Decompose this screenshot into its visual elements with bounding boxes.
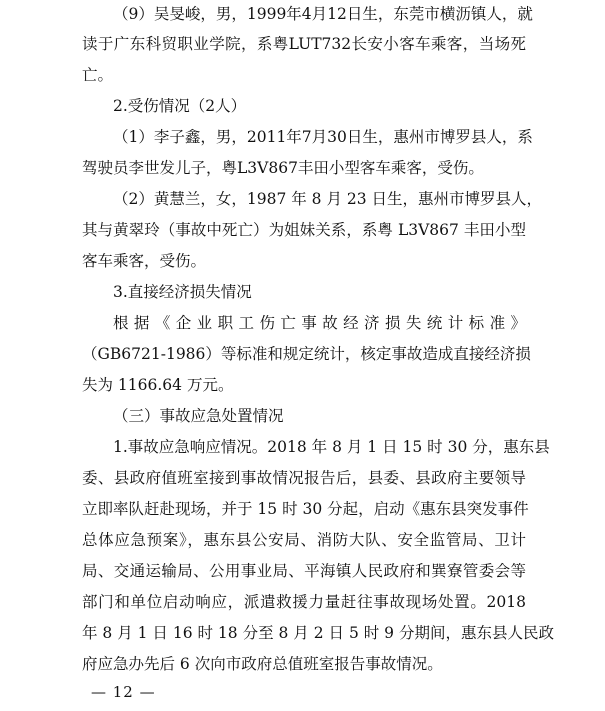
- paragraph-injured-1-line-1: （1）李子鑫，男，2011年7月30日生，惠州市博罗县人，系: [113, 128, 533, 146]
- paragraph-injured-2-line-3: 客车乘客，受伤。: [82, 252, 207, 270]
- section-heading-emergency-response: （三）事故应急处置情况: [113, 407, 284, 425]
- paragraph-economic-loss-line-2: （GB6721-1986）等标准和规定统计，核定事故造成直接经济损: [82, 345, 531, 363]
- paragraph-emergency-line-2: 委、县政府值班室接到事故情况报告后，县委、县政府主要领导: [82, 469, 526, 487]
- paragraph-emergency-line-6: 部门和单位启动响应，派遣救援力量赶往事故现场处置。2018: [82, 593, 526, 611]
- paragraph-economic-loss-line-1: 根据《企业职工伤亡事故经济损失统计标准》: [113, 314, 526, 332]
- page-number: — 12 —: [91, 683, 156, 701]
- paragraph-emergency-line-5: 局、交通运输局、公用事业局、平海镇人民政府和巽寮管委会等: [82, 562, 526, 580]
- paragraph-emergency-line-3: 立即率队赶赴现场，并于 15 时 30 分起，启动《惠东县突发事件: [82, 500, 529, 518]
- paragraph-injured-2-line-2: 其与黄翠玲（事故中死亡）为姐妹关系，系粤 L3V867 丰田小型: [82, 221, 526, 239]
- paragraph-emergency-line-7: 年 8 月 1 日 16 时 18 分至 8 月 2 日 5 时 9 分期间，惠东县人民政: [82, 624, 554, 642]
- paragraph-victim-9-line-1: （9）吴旻峻，男，1999年4月12日生，东莞市横沥镇人，就: [113, 5, 533, 23]
- paragraph-victim-9-line-3: 亡。: [82, 66, 114, 84]
- section-heading-economic-loss: 3.直接经济损失情况: [113, 283, 252, 301]
- paragraph-victim-9-line-2: 读于广东科贸职业学院，系粤LUT732长安小客车乘客，当场死: [82, 35, 526, 53]
- section-heading-injuries: 2.受伤情况（2人）: [113, 97, 247, 115]
- paragraph-emergency-line-8: 府应急办先后 6 次向市政府总值班室报告事故情况。: [82, 655, 443, 673]
- paragraph-injured-2-line-1: （2）黄慧兰，女，1987 年 8 月 23 日生，惠州市博罗县人，: [113, 190, 543, 208]
- paragraph-economic-loss-line-3: 失为 1166.64 万元。: [82, 376, 234, 394]
- paragraph-injured-1-line-2: 驾驶员李世发儿子，粤L3V867丰田小型客车乘客，受伤。: [82, 159, 484, 177]
- paragraph-emergency-line-4: 总体应急预案》，惠东县公安局、消防大队、安全监管局、卫计: [82, 531, 526, 549]
- paragraph-emergency-line-1: 1.事故应急响应情况。2018 年 8 月 1 日 15 时 30 分，惠东县: [113, 438, 550, 456]
